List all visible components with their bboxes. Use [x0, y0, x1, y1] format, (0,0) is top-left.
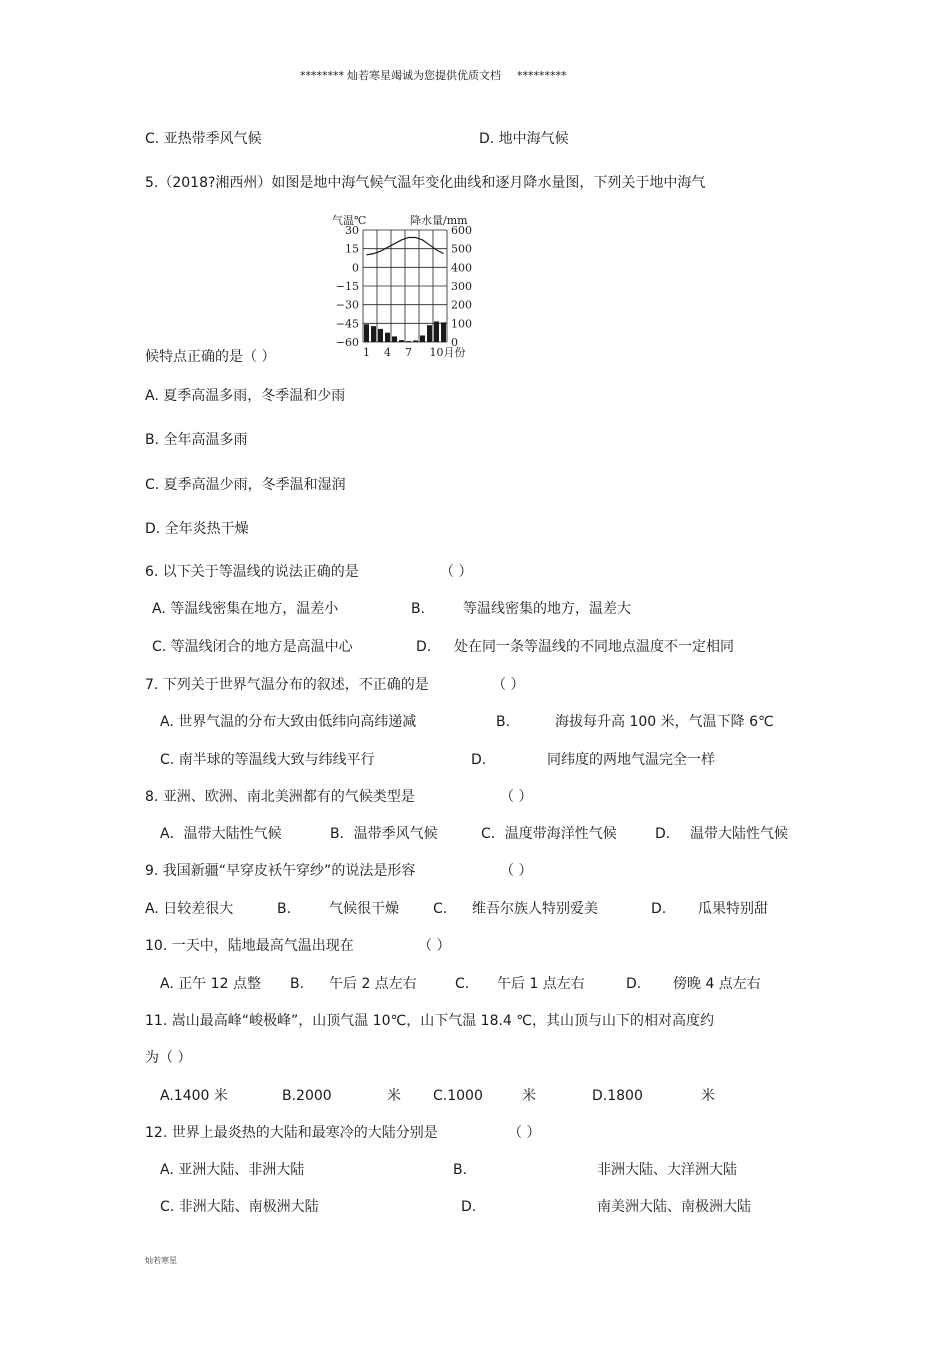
climate-chart	[330, 210, 480, 362]
q8-option-c: C．温度带海洋性气候	[481, 826, 617, 842]
right-axis-label: 降水量/mm	[410, 214, 468, 227]
q5-option-b: B. 全年高温多雨	[145, 432, 248, 448]
left-tick-label: −45	[335, 317, 359, 331]
q11-option-a: A.1400 米	[160, 1088, 228, 1104]
q11-option-d-unit: 米	[701, 1088, 715, 1104]
q7-option-c: C. 南半球的等温线大致与纬线平行	[160, 752, 375, 768]
q4-option-d: D. 地中海气候	[479, 131, 569, 147]
right-tick-label: 400	[451, 261, 472, 275]
precipitation-bar	[378, 329, 383, 342]
left-tick-label: −30	[335, 298, 359, 312]
q6-option-d-label: D.	[416, 639, 432, 655]
q6-stem: 6. 以下关于等温线的说法正确的是	[145, 564, 359, 580]
q10-option-a: A. 正午 12 点整	[160, 976, 261, 992]
right-tick-label: 200	[451, 298, 472, 312]
q6-answer-paren: （ ）	[440, 564, 473, 580]
header-right-stars: *********	[517, 69, 567, 82]
q9-stem: 9. 我国新疆“早穿皮袄午穿纱”的说法是形容	[145, 863, 416, 879]
q12-option-b: 非洲大陆、大洋洲大陆	[597, 1162, 737, 1178]
q9-option-b-label: B.	[277, 901, 292, 917]
left-axis-label: 气温℃	[332, 214, 367, 227]
left-tick-label: −60	[335, 336, 359, 349]
left-tick-label: 30	[345, 224, 359, 237]
x-tick-label: 7	[405, 346, 412, 359]
q9-option-a: A. 日较差很大	[145, 901, 234, 917]
q11-option-c-unit: 米	[522, 1088, 536, 1104]
x-tick-label: 10月份	[429, 346, 466, 359]
q7-answer-paren: （ ）	[492, 677, 525, 693]
q5-stem: 5.（2018?湘西州）如图是地中海气候气温年变化曲线和逐月降水量图，下列关于地中海气	[145, 175, 706, 191]
q11-option-b-unit: 米	[387, 1088, 401, 1104]
q9-option-d: 瓜果特别甜	[698, 901, 768, 917]
right-tick-label: 500	[451, 242, 472, 256]
q12-option-c: C. 非洲大陆、南极洲大陆	[160, 1199, 319, 1215]
q12-option-a: A. 亚洲大陆、非洲大陆	[160, 1162, 305, 1178]
precipitation-bar	[413, 341, 418, 342]
precipitation-bar	[371, 326, 376, 342]
precipitation-bar	[441, 322, 446, 342]
q8-option-a: A．温带大陆性气候	[160, 826, 282, 842]
q6-option-d: 处在同一条等温线的不同地点温度不一定相同	[454, 639, 734, 655]
precipitation-bar	[406, 341, 411, 342]
header-left-stars: ********	[300, 69, 344, 82]
q9-option-d-label: D.	[651, 901, 667, 917]
precipitation-bar	[399, 340, 404, 342]
precipitation-bar	[427, 325, 432, 342]
header-title: 灿若寒星竭诚为您提供优质文档	[347, 69, 501, 82]
q9-option-c: 维吾尔族人特别爱美	[472, 901, 598, 917]
q7-stem: 7. 下列关于世界气温分布的叙述，不正确的是	[145, 677, 429, 693]
q6-option-b: 等温线密集的地方，温差大	[463, 601, 631, 617]
q7-option-a: A. 世界气温的分布大致由低纬向高纬递减	[160, 714, 417, 730]
q8-option-b: B．温带季风气候	[330, 826, 438, 842]
q7-option-b: 海拔每升高 100 米，气温下降 6℃	[555, 714, 774, 730]
q12-answer-paren: （ ）	[508, 1125, 541, 1141]
q4-option-c: C. 亚热带季风气候	[145, 131, 262, 147]
q6-option-b-label: B.	[411, 601, 426, 617]
q9-option-c-label: C.	[433, 901, 448, 917]
left-tick-label: −15	[335, 280, 359, 293]
q11-option-c: C.1000	[433, 1088, 483, 1104]
x-tick-label: 1	[363, 346, 370, 359]
precipitation-bar	[434, 321, 439, 342]
q8-option-d-label: D.	[655, 826, 671, 842]
q11-stem-continued: 为（ ）	[145, 1050, 192, 1066]
q7-option-d-label: D.	[471, 752, 487, 768]
q10-option-d: 傍晚 4 点左右	[673, 976, 761, 992]
right-tick-label: 100	[451, 317, 472, 331]
left-tick-label: 15	[345, 242, 359, 256]
q5-option-c: C. 夏季高温少雨，冬季温和湿润	[145, 477, 346, 493]
q8-answer-paren: （ ）	[500, 789, 533, 805]
q7-option-b-label: B.	[496, 714, 511, 730]
q6-option-a: A. 等温线密集在地方，温差小	[152, 601, 339, 617]
right-tick-label: 600	[451, 224, 472, 237]
q10-stem: 10. 一天中，陆地最高气温出现在	[145, 938, 354, 954]
q10-option-c-label: C.	[455, 976, 470, 992]
q10-option-c: 午后 1 点左右	[497, 976, 585, 992]
q10-option-b: 午后 2 点左右	[329, 976, 417, 992]
right-tick-label: 0	[451, 336, 458, 349]
q11-stem: 11. 嵩山最高峰“峻极峰”，山顶气温 10℃，山下气温 18.4 ℃，其山顶与山下的相对高度约	[145, 1013, 715, 1029]
left-tick-label: 0	[352, 261, 359, 275]
q6-option-c: C. 等温线闭合的地方是高温中心	[152, 639, 353, 655]
q9-answer-paren: （ ）	[500, 863, 533, 879]
precipitation-bar	[420, 335, 425, 342]
q12-option-d: 南美洲大陆、南极洲大陆	[597, 1199, 751, 1215]
q5-option-a: A. 夏季高温多雨，冬季温和少雨	[145, 388, 346, 404]
precipitation-bar	[392, 336, 397, 342]
precipitation-bar	[385, 333, 390, 342]
q10-option-b-label: B.	[290, 976, 305, 992]
q10-answer-paren: （ ）	[418, 938, 451, 954]
q8-stem: 8. 亚洲、欧洲、南北美洲都有的气候类型是	[145, 789, 415, 805]
q11-option-b: B.2000	[282, 1088, 332, 1104]
q7-option-d: 同纬度的两地气温完全一样	[547, 752, 715, 768]
x-tick-label: 4	[384, 346, 391, 359]
precipitation-bar	[364, 324, 369, 342]
q10-option-d-label: D.	[626, 976, 642, 992]
q5-stem-continued: 候特点正确的是（ ）	[145, 349, 276, 365]
right-tick-label: 300	[451, 280, 472, 293]
q8-option-d: 温带大陆性气候	[690, 826, 788, 842]
q9-option-b: 气候很干燥	[329, 901, 399, 917]
q5-option-d: D. 全年炎热干燥	[145, 521, 249, 537]
q12-option-b-label: B.	[453, 1162, 468, 1178]
footer-text: 灿若寒星	[145, 1256, 177, 1265]
q12-option-d-label: D.	[461, 1199, 477, 1215]
q11-option-d: D.1800	[592, 1088, 643, 1104]
q12-stem: 12. 世界上最炎热的大陆和最寒冷的大陆分别是	[145, 1125, 438, 1141]
